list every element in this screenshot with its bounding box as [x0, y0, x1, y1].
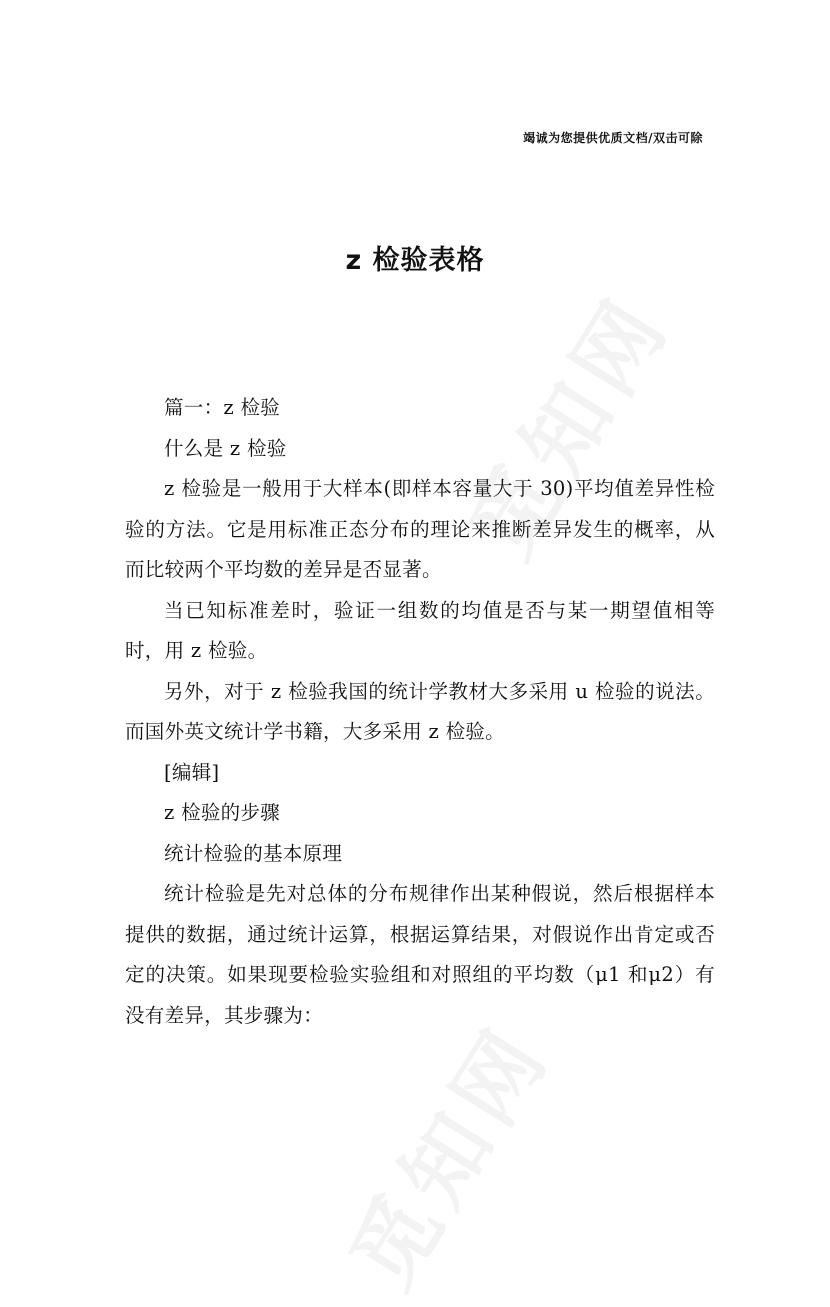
paragraph: 另外，对于 z 检验我国的统计学教材大多采用 u 检验的说法。而国外英文统计学书籍，大多采用 z 检验。: [125, 679, 715, 743]
paragraph: 篇一：z 检验: [164, 396, 281, 419]
paragraph: z 检验是一般用于大样本(即样本容量大于 30)平均值差异性检验的方法。它是用标准正态分布的理论来推断差异发生的概率，从而比较两个平均数的差异是否显著。: [125, 477, 715, 581]
document-body: [125, 388, 715, 1036]
paragraph: 统计检验是先对总体的分布规律作出某种假说，然后根据样本提供的数据，通过统计运算，根据运算结果，对假说作出肯定或否定的决策。如果现要检验实验组和对照组的平均数（μ1 和μ2）有没有差异，其步骤为：: [125, 882, 715, 1027]
watermark-logo: [315, 997, 573, 1307]
paragraph: z 检验的步骤: [164, 801, 281, 824]
paragraph: 当已知标准差时，验证一组数的均值是否与某一期望值相等时，用 z 检验。: [125, 598, 715, 662]
paragraph: 什么是 z 检验: [164, 436, 287, 460]
paragraph: 统计检验的基本原理: [164, 841, 343, 865]
document-title: z 检验表格: [345, 245, 485, 276]
edit-link: [编辑]: [164, 760, 220, 784]
header-note: 竭诚为您提供优质文档/双击可除: [523, 131, 703, 145]
